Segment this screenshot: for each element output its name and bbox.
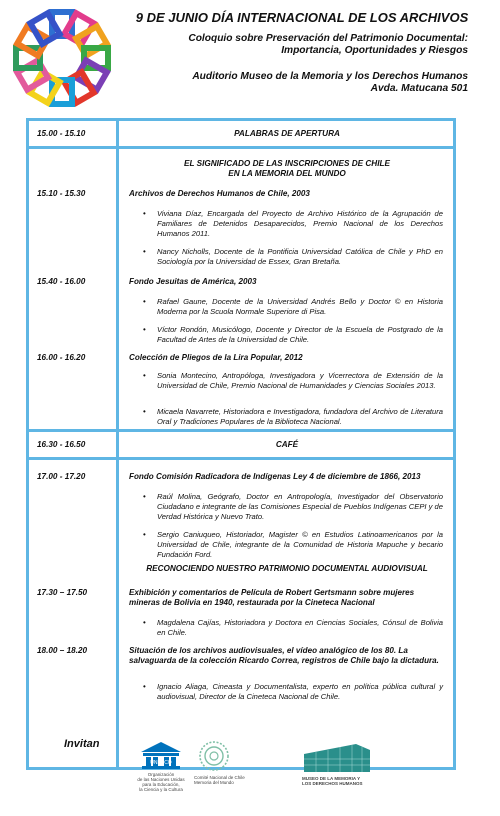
bullet-icon: • (143, 247, 146, 256)
bullet-icon: • (143, 297, 146, 306)
speaker-entry: Raúl Molina, Geógrafo, Doctor en Antropología, Investigador del Observatorio Ciudadano e integrante de las Comisiones Especial de Pueblos Indígenas CEPI y de Verdad Histórica y Nuevo Trato. (157, 492, 443, 521)
subtitle-line-1: Coloquio sobre Preservación del Patrimonio Documental: (188, 33, 468, 44)
unesco-line-2: de las Naciones Unidas (137, 777, 185, 782)
bullet-icon: • (143, 530, 146, 539)
session-time: 15.40 - 16.00 (37, 277, 86, 286)
memory-of-world-logo (194, 740, 254, 800)
bullet-icon: • (143, 407, 146, 416)
block1-heading-line-2: EN LA MEMORIA DEL MUNDO (228, 169, 346, 178)
session-time: 16.00 - 16.20 (37, 353, 86, 362)
session-time: 17.30 – 17.50 (37, 588, 88, 597)
subtitle-line-2: Importancia, Oportunidades y Riesgos (281, 45, 468, 56)
venue-line-2: Avda. Matucana 501 (370, 83, 468, 94)
bullet-icon: • (143, 371, 146, 380)
session-title: Colección de Pliegos de la Lira Popular, 2012 (129, 353, 303, 362)
bullet-icon: • (143, 209, 146, 218)
speaker-entry: Nancy Nicholls, Docente de la Pontificia Universidad Católica de Chile y PhD en Sociología por la Universidad de Essex, Gran Bretaña. (157, 247, 443, 266)
speaker-entry: Micaela Navarrete, Historiadora e Investigadora, fundadora del Archivo de Literatura Oral y Tradiciones Populares de la Biblioteca Nacional. (157, 407, 443, 426)
session-time: 15.10 - 15.30 (37, 189, 86, 198)
page-title: 9 DE JUNIO DÍA INTERNACIONAL DE LOS ARCHIVOS (135, 10, 469, 25)
speaker-entry: Ignacio Aliaga, Cineasta y Documentalista, experto en política pública cultural y audiovisual, Director de la Cineteca Nacional de Chile. (157, 682, 443, 701)
block1-heading-line-1: EL SIGNIFICADO DE LAS INSCRIPCIONES DE CHILE (184, 159, 390, 168)
unesco-logo (126, 740, 196, 800)
opening-row (29, 121, 453, 149)
session-title: Archivos de Derechos Humanos de Chile, 2003 (129, 189, 310, 198)
speaker-entry: Sonia Montecino, Antropóloga, Investigadora y Vicerrectora de Extensión de la Universidad de Chile, Premio Nacional de Humanidades y Ciencias Sociales 2013. (157, 371, 443, 390)
program-table (26, 118, 456, 770)
session-time: 18.00 – 18.20 (37, 646, 88, 655)
museo-line-2: LOS DERECHOS HUMANOS (302, 781, 363, 786)
bullet-icon: • (143, 682, 146, 691)
coffee-row (29, 432, 453, 460)
coffee-time: 16.30 - 16.50 (37, 440, 86, 449)
colloquium-logo (12, 8, 112, 108)
memory-of-world-icon (198, 740, 230, 772)
unesco-line-1: Organización (147, 772, 175, 777)
unesco-line-4: la Ciencia y la Cultura (139, 787, 183, 792)
session-time: 17.00 - 17.20 (37, 472, 86, 481)
museo-logo (302, 740, 402, 800)
session-title: Exhibición y comentarios de Película de Robert Gertsmann sobre mujeres mineras de Bolivia en 1940, restaurada por la Cineteca Nacional (129, 588, 415, 607)
comite-line-2: Memoria del Mundo (194, 780, 234, 785)
block2-heading: RECONOCIENDO NUESTRO PATRIMONIO DOCUMENTAL AUDIOVISUAL (146, 564, 428, 573)
unesco-temple-icon (139, 740, 183, 770)
comite-line-1: Comité Nacional de Chile (194, 775, 245, 780)
speaker-entry: Víctor Rondón, Musicólogo, Docente y Director de la Escuela de Postgrado de la Facultad de Artes de la Universidad de Chile. (157, 325, 443, 344)
venue-line-1: Auditorio Museo de la Memoria y los Derechos Humanos (192, 71, 468, 82)
unesco-word: UNESCO (150, 760, 172, 766)
opening-title: PALABRAS DE APERTURA (234, 129, 340, 138)
block2-row (29, 460, 453, 767)
speaker-entry: Sergio Caniuqueo, Historiador, Magister © en Estudios Latinoamericanos por la Universidad de Chile, integrante de la Comunidad de Historia Mapuche y becario Fundación Ford. (157, 530, 443, 559)
unesco-line-3: para la Educación, (142, 782, 180, 787)
speaker-entry: Magdalena Cajías, Historiadora y Doctora en Ciencias Sociales, Cónsul de Bolivia en Chile. (157, 618, 443, 637)
opening-time: 15.00 - 15.10 (37, 129, 86, 138)
museo-line-1: MUSEO DE LA MEMORIA Y (302, 776, 361, 781)
session-title: Fondo Comisión Radicadora de Indígenas Ley 4 de diciembre de 1866, 2013 (129, 472, 421, 481)
session-title: Fondo Jesuitas de América, 2003 (129, 277, 257, 286)
invitan-label: Invitan (64, 738, 100, 750)
bullet-icon: • (143, 618, 146, 627)
speaker-entry: Viviana Díaz, Encargada del Proyecto de Archivo Histórico de la Agrupación de Familiares de Detenidos Desaparecidos, Premio Nacional de los Derechos Humanos 2011. (157, 209, 443, 238)
block1-row (29, 149, 453, 432)
session-title: Situación de los archivos audiovisuales, el vídeo analógico de los 80. La salvaguarda de la colección Ricardo Correa, registros de Chile bajo la dictadura. (129, 646, 439, 665)
speaker-entry: Rafael Gaune, Docente de la Universidad Andrés Bello y Doctor © en Historia Moderna por la Scuola Normale Superiore di Pisa. (157, 297, 443, 316)
coffee-title: CAFÉ (275, 440, 299, 449)
bullet-icon: • (143, 492, 146, 501)
museo-building-icon (302, 740, 372, 774)
bullet-icon: • (143, 325, 146, 334)
